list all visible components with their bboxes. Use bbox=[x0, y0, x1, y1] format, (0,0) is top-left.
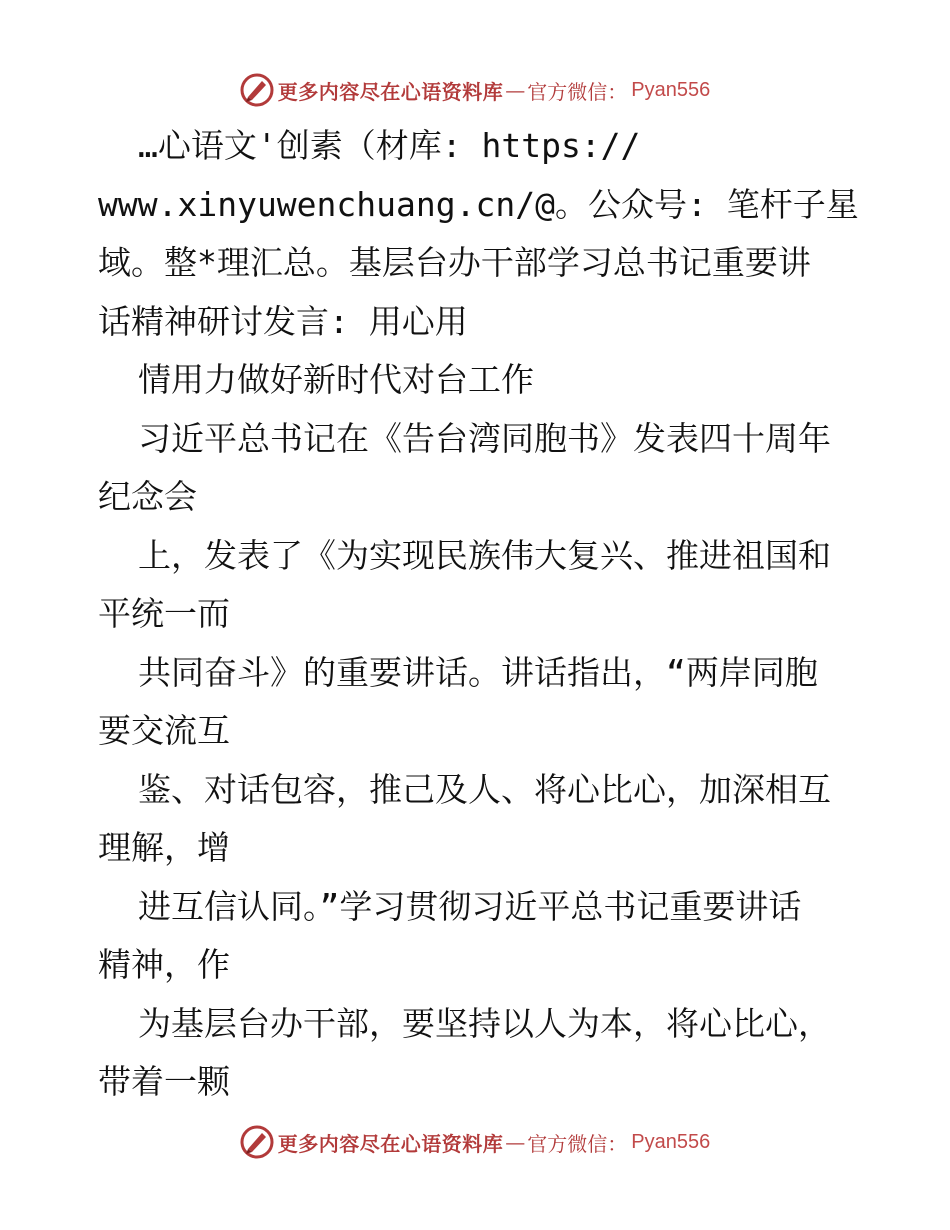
text-line: 理解，增 bbox=[98, 828, 230, 867]
banner-wechat-id: Pyan556 bbox=[631, 1130, 711, 1153]
text-line: 共同奋斗》的重要讲话。讲话指出，“两岸同胞 bbox=[138, 653, 818, 692]
text-line: 为基层台办干部，要坚持以人为本，将心比心， bbox=[138, 1004, 831, 1043]
text-line: 鉴、对话包容，推己及人、将心比心，加深相互 bbox=[138, 770, 831, 809]
banner-wechat-label: 官方微信： bbox=[527, 79, 628, 104]
pen-logo-icon bbox=[240, 1125, 274, 1159]
banner-main-text: 更多内容尽在心语资料库 bbox=[277, 79, 504, 104]
banner-wechat-label: 官方微信： bbox=[527, 1131, 628, 1156]
header-banner bbox=[0, 70, 950, 110]
text-line: 上，发表了《为实现民族伟大复兴、推进祖国和 bbox=[138, 536, 831, 575]
text-line: 习近平总书记在《告台湾同胞书》发表四十周年 bbox=[138, 419, 831, 458]
text-line: 话精神研讨发言: 用心用 bbox=[98, 302, 468, 341]
banner-wechat-id: Pyan556 bbox=[631, 78, 711, 101]
text-line: 带着一颗 bbox=[98, 1062, 230, 1101]
text-line: www.xinyuwenchuang.cn/@。公众号: 笔杆子星 bbox=[98, 185, 859, 224]
banner-dash: — bbox=[505, 1130, 526, 1154]
text-line: 情用力做好新时代对台工作 bbox=[138, 360, 534, 399]
text-line: 域。整*理汇总。基层台办干部学习总书记重要讲 bbox=[98, 243, 811, 282]
text-line: …心语文'创素（材库: https:// bbox=[138, 126, 641, 165]
text-line: 要交流互 bbox=[98, 711, 230, 750]
pen-logo-icon bbox=[240, 73, 274, 107]
text-line: 进互信认同。”学习贯彻习近平总书记重要讲话 bbox=[138, 887, 802, 926]
text-line: 精神，作 bbox=[98, 945, 230, 984]
banner-main-text: 更多内容尽在心语资料库 bbox=[277, 1131, 504, 1156]
text-line: 纪念会 bbox=[98, 477, 197, 516]
footer-banner bbox=[0, 1122, 950, 1162]
banner-dash: — bbox=[505, 78, 526, 102]
text-line: 平统一而 bbox=[98, 594, 230, 633]
